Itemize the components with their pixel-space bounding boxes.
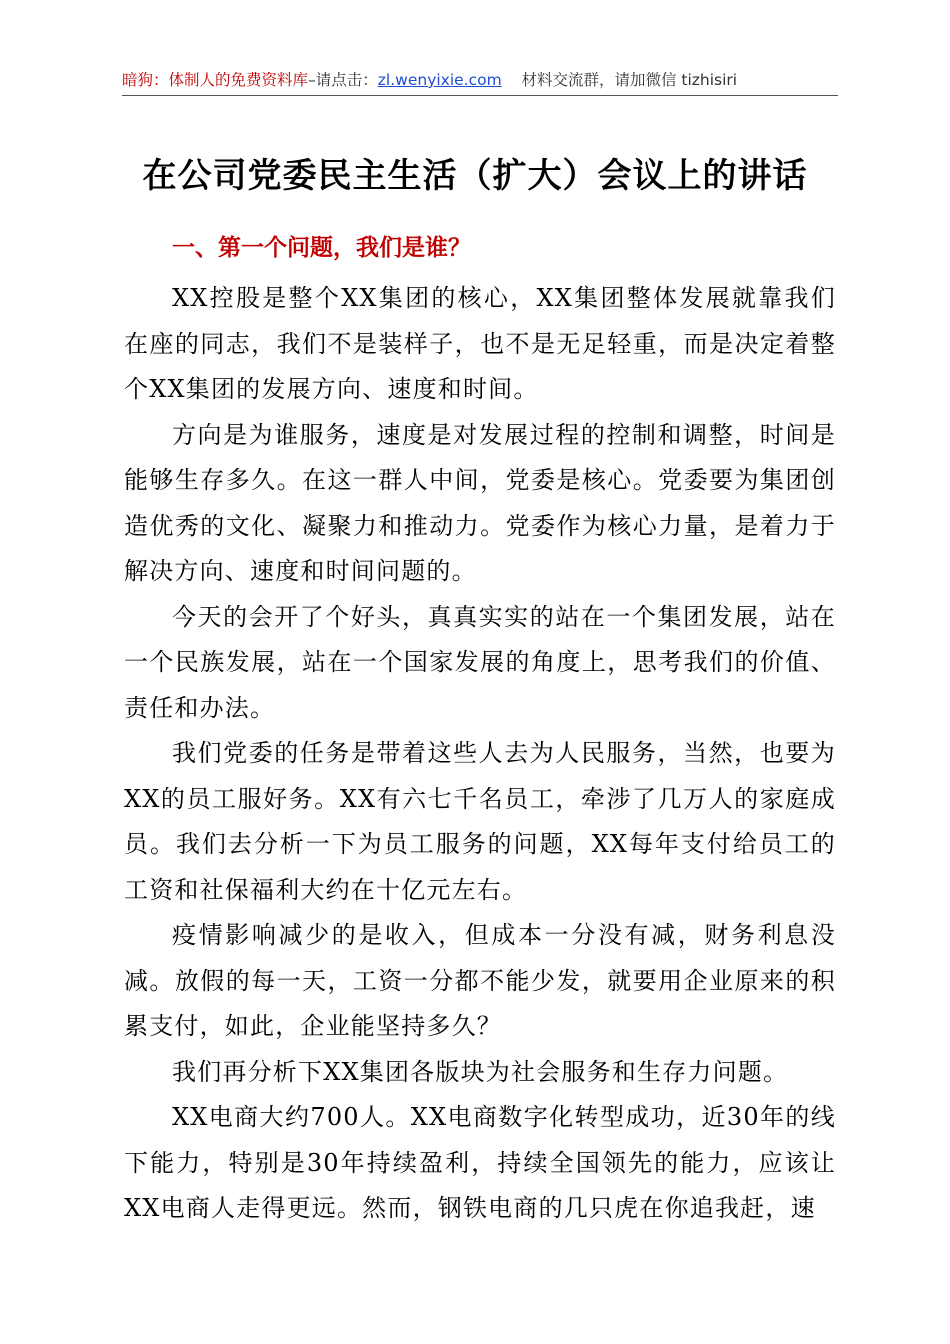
header-divider xyxy=(122,95,838,96)
paragraph: 我们再分析下XX集团各版块为社会服务和生存力问题。 xyxy=(172,1057,789,1086)
paragraph: 方向是为谁服务，速度是对发展过程的控制和调整，时间是能够生存多久。在这一群人中间，党委是核心。党委要为集团创造优秀的文化、凝聚力和推动力。党委作为核心力量，是着力于解决方向、速度和时间问题的。 xyxy=(124,420,836,585)
header-click-prefix: –请点击： xyxy=(308,71,378,89)
header-banner xyxy=(122,68,838,92)
paragraph: 疫情影响减少的是收入，但成本一分没有减，财务利息没减。放假的每一天，工资一分都不能少发，就要用企业原来的积累支付，如此，企业能坚持多久？ xyxy=(124,921,836,1040)
header-promo-text: 暗狗：体制人的免费资料库 xyxy=(122,71,309,89)
paragraph: XX电商大约700人。XX电商数字化转型成功，近30年的线下能力，特别是30年持续盈利，持续全国领先的能力，应该让XX电商人走得更远。然而，钢铁电商的几只虎在你追我赶，速 xyxy=(124,1103,836,1222)
paragraph: 今天的会开了个好头，真真实实的站在一个集团发展，站在一个民族发展，站在一个国家发展的角度上，思考我们的价值、责任和办法。 xyxy=(124,602,836,722)
header-group-text: 材料交流群，请加微信 tizhisiri xyxy=(521,71,738,89)
document-title: 在公司党委民主生活（扩大）会议上的讲话 xyxy=(142,156,808,196)
document-body xyxy=(124,276,836,1232)
paragraph: XX控股是整个XX集团的核心，XX集团整体发展就靠我们在座的同志，我们不是装样子，也不是无足轻重，而是决定着整个XX集团的发展方向、速度和时间。 xyxy=(124,284,836,403)
paragraph: 我们党委的任务是带着这些人去为人民服务，当然，也要为XX的员工服好务。XX有六七千名员工，牵涉了几万人的家庭成员。我们去分析一下为员工服务的问题，XX每年支付给员工的工资和社保福利大约在十亿元左右。 xyxy=(124,739,836,904)
section-heading: 一、第一个问题，我们是谁？ xyxy=(172,235,471,261)
header-link[interactable]: zl.wenyixie.com xyxy=(377,71,502,89)
